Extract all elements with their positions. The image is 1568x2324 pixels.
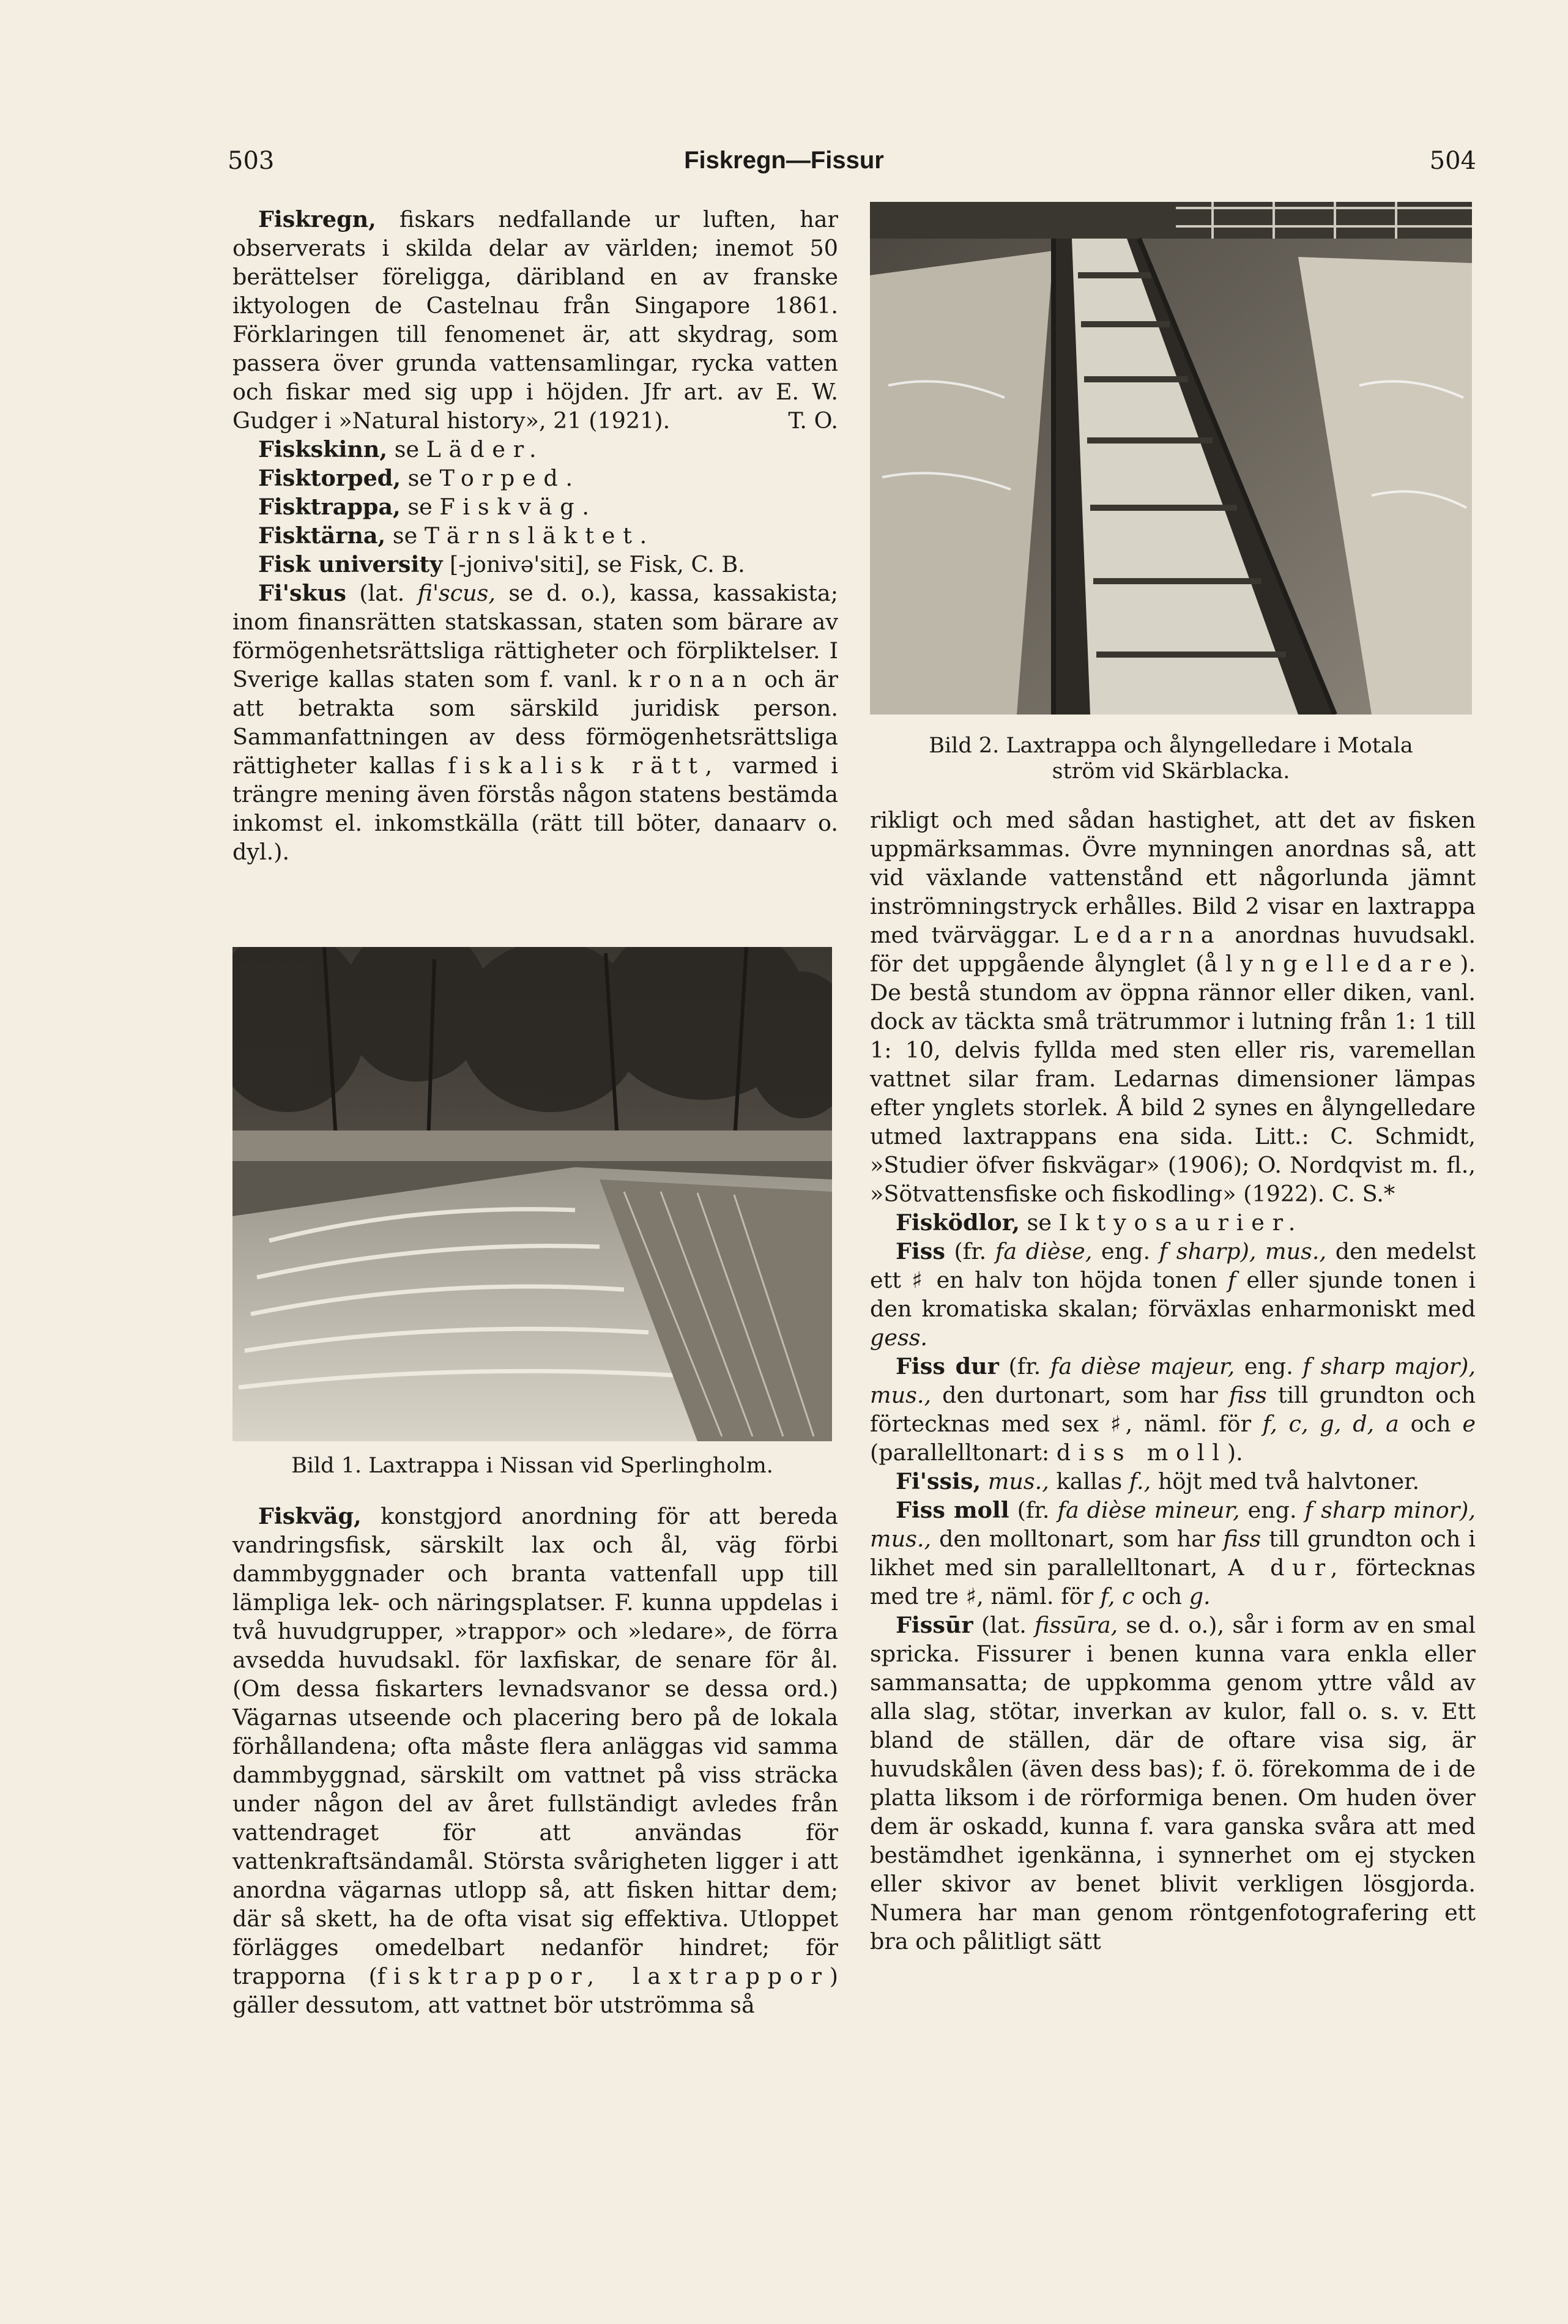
see-label: se (394, 436, 420, 462)
note-name: e (1462, 1411, 1476, 1437)
spaced-term: fiskalisk rätt, (448, 752, 720, 779)
entry-fisktorped (232, 464, 838, 492)
entry-fiskodlor (870, 1208, 1476, 1237)
text: och (1410, 1411, 1451, 1437)
text: den molltonart, som har (939, 1526, 1216, 1552)
latin-term: fissūra, (1035, 1612, 1118, 1638)
text: den medelst ett ♯ en halv ton höjda tonen (870, 1238, 1476, 1293)
text: varmed i trängre mening även förstås någon statens bestämda inkomst el. inkomstkälla (rätt till böter, danaarv o. dyl.). (232, 752, 838, 865)
entry-fiskregn (232, 205, 838, 435)
text: (lat. (981, 1612, 1027, 1638)
entry-head: Fisktorped, (258, 465, 401, 491)
fiskvag-continuation (870, 806, 1476, 1208)
note-name: g. (1189, 1583, 1211, 1609)
foreign-term: fa dièse, (995, 1238, 1093, 1264)
text: (parallelltonart: (870, 1439, 1050, 1466)
entry-fiskskinn (232, 435, 838, 464)
figure-2-caption (870, 733, 1472, 784)
entry-head: Fiskskinn, (258, 436, 388, 462)
entry-head: Fisködlor, (896, 1209, 1020, 1236)
text: ). De bestå stundom av öppna rännor eller diken, vanl. dock av täckta små trätrummor i lutning från 1: 1 till 1: 10, delvis fyllda med sten eller ris, varemellan vattnet silar fram. Ledarnas dimensioner lämpas efter ynglets storlek. Å bild 2 synes en ålyngelledare utmed laxtrappans ena sida. Litt.: C. Schmidt, »Studier öfver fiskvägar» (1906); O. Nordqvist m. fl., »Sötvattensfiske och fiskodling» (1922). (870, 951, 1476, 1207)
entry-fissis (870, 1467, 1476, 1496)
foreign-term: f sharp), mus., (1159, 1238, 1327, 1264)
cross-reference: Tärnsläktet. (424, 522, 655, 549)
note-name: f, c (1100, 1583, 1135, 1609)
spaced-term: diss moll (1056, 1439, 1227, 1466)
latin-term: fi'scus, (417, 580, 496, 606)
page-number-left: 503 (228, 147, 275, 175)
entry-fiss-moll (870, 1496, 1476, 1611)
signature: C. S.* (1331, 1181, 1395, 1207)
caption-line: Bild 2. Laxtrappa och ålyngelledare i Motala (929, 733, 1413, 758)
see-label: se (1027, 1209, 1052, 1236)
left-column-bottom (232, 1502, 838, 2019)
entry-head: Fiss dur (896, 1353, 999, 1379)
entry-fisktarna (232, 521, 838, 550)
signature: T. O. (788, 407, 838, 434)
entry-head: Fisktärna, (258, 522, 386, 549)
salmon-ladder-photo-1 (232, 947, 832, 1441)
entry-fiss (870, 1237, 1476, 1352)
entry-head: Fiss (896, 1238, 945, 1264)
see-label: se (392, 522, 418, 549)
text: eller sjunde tonen i den kromatiska skalan; förväxlas enharmoniskt med (870, 1267, 1476, 1322)
page-number-right: 504 (1429, 147, 1476, 175)
entry-text: fiskars nedfallande ur luften, har observerats i skilda delar av världen; inemot 50 berättelser föreligga, däribland en av franske iktyologen de Castelnau från Singapore 1861. Förklaringen till fenomenet är, att skydrag, som passera över grunda vattensamlingar, rycka vatten och fiskar med sig upp i höjden. Jfr art. av E. W. Gudger i »Natural history», 21 (1921). (232, 206, 839, 434)
see-label: se (407, 494, 433, 520)
text: eng. (1101, 1238, 1151, 1264)
spaced-term: Ledarna (1073, 922, 1222, 948)
text: eng. (1247, 1497, 1297, 1523)
entry-fiskus (232, 579, 838, 866)
entry-head: Fiss moll (896, 1497, 1009, 1523)
text: till grundton och förtecknas med sex ♯, näml. för (870, 1382, 1476, 1437)
cross-reference: Iktyosaurier. (1058, 1209, 1304, 1236)
text: ) gäller dessutom, att vattnet bör utströmma så (232, 1963, 838, 2018)
note-name: f, c, g, d, a (1262, 1411, 1399, 1437)
text: till grundton och i likhet med sin parallelltonart, (870, 1526, 1476, 1581)
foreign-term: mus., (987, 1468, 1049, 1494)
entry-head: Fisk university (258, 551, 443, 577)
caption-line: ström vid Skärblacka. (1052, 759, 1290, 784)
entry-head: Fiskväg, (258, 1503, 362, 1529)
running-title: Fiskregn—Fissur (684, 147, 884, 174)
entry-head: Fi'skus (258, 580, 346, 606)
entry-fiss-dur (870, 1352, 1476, 1467)
text: och (1142, 1583, 1183, 1609)
entry-fiskvag (232, 1502, 838, 2019)
see-label: se (407, 465, 433, 491)
text: den durtonart, som har (942, 1382, 1218, 1408)
text: höjt med två halvtoner. (1157, 1468, 1420, 1494)
note-name: fiss (1228, 1382, 1267, 1408)
entry-text: [-jonivə'siti], se Fisk, C. B. (450, 551, 745, 577)
foreign-term: fa dièse majeur, (1050, 1353, 1235, 1379)
figure-2-photo (870, 202, 1472, 715)
entry-head: Fissūr (896, 1612, 973, 1638)
entry-head: Fiskregn, (258, 206, 376, 232)
text: se d. o.), sår i form av en smal spricka. Fissurer i benen kunna vara enkla eller sammansatta; de uppkomma genom yttre våld av alla slag, stötar, inverkan av kulor, fall o. s. v. Ett bland de ställen, där de oftare visa sig, är huvudskålen (även dess bas); f. ö. förekomma de i de platta liksom i de rörformiga benen. Om huden över dem är oskadd, kunna f. vara ganska svåra att med bestämdhet igenkänna, i synnerhet om ej stycken eller skivor av benet blivit verkligen lösgjorda. Numera har man genom röntgenfotografering ett bra och pålitligt sätt (870, 1612, 1476, 1955)
foreign-term: fa dièse mineur, (1057, 1497, 1240, 1523)
foreign-term: f sharp minor), mus., (870, 1497, 1476, 1552)
text: anordnas huvudsakl. för det uppgående ålynglet ( (870, 922, 1476, 977)
cross-reference: Fiskväg. (439, 494, 597, 520)
text: konstgjord anordning för att bereda vandringsfisk, särskilt lax och ål, väg förbi dammbyggnader och branta vattenfall upp till lämpliga lek- och näringsplatser. F. kunna uppdelas i två huvudgrupper, »trappor» och »ledare», de förra avsedda huvudsakl. för laxfiskar, de senare för ål. (Om dessa fiskarters levnadsvanor se dessa ord.) Vägarnas utseende och placering bero på de lokala förhållandena; ofta måste flera anläggas vid samma dammbyggnad, särskilt om vattnet på viss sträcka under någon del av året fullständigt avledes från vattendraget för att användas för vattenkraftsändamål. Största svårigheten ligger i att anordna vägarnas utlopp så, att fisken hittar dem; där så skett, ha de ofta visat sig effektiva. Utloppet förlägges omedelbart nedanför hindret; för trapporna ( (232, 1503, 838, 1989)
figure-1-photo (232, 947, 832, 1441)
entry-fisk-university (232, 550, 838, 579)
text: och är att betrakta som särskild juridisk person. Sammanfattningen av dess förmögenhetsrättsliga rättigheter kallas (232, 666, 838, 779)
figure-1-caption: Bild 1. Laxtrappa i Nissan vid Sperlingholm. (291, 1453, 773, 1478)
note-name: gess. (870, 1324, 928, 1351)
text: se d. o.), kassa, kassakista; inom finansrätten statskassan, staten som bärare av förmögenhetsrättsliga rättigheter och förpliktelser. I Sverige kallas staten som f. vanl. (232, 580, 838, 692)
entry-head: Fisktrappa, (258, 494, 401, 520)
spaced-term: ålyngelledare (1204, 951, 1460, 977)
spaced-term: fisktrappor, laxtrappor (377, 1963, 830, 1989)
spaced-term: A dur, (1228, 1554, 1346, 1581)
foreign-term: f sharp major), mus., (870, 1353, 1476, 1408)
text: ). (1227, 1439, 1243, 1466)
cross-reference: Läder. (426, 436, 544, 462)
entry-fisktrappa (232, 492, 838, 521)
note-name: f., (1129, 1468, 1151, 1494)
spaced-term: kronan (628, 666, 755, 692)
text: (fr. (954, 1238, 987, 1264)
cross-reference: Torped. (439, 465, 581, 491)
text: (fr. (1008, 1353, 1041, 1379)
text: förtecknas med tre ♯, näml. för (870, 1554, 1476, 1609)
text: (lat. (359, 580, 405, 606)
note-name: fiss (1223, 1526, 1261, 1552)
entry-fissur (870, 1611, 1476, 1956)
right-column (870, 806, 1476, 1956)
note-name: f (1227, 1267, 1236, 1293)
text: rikligt och med sådan hastighet, att det av fisken uppmärksammas. Övre mynningen anordnas så, att vid växlande vattenstånd ett någorlunda jämnt inströmningstryck erhålles. Bild 2 visar en laxtrappa med tvärväggar. (870, 807, 1476, 948)
text: kallas (1056, 1468, 1123, 1494)
text: (fr. (1017, 1497, 1050, 1523)
left-column-top (232, 205, 838, 866)
salmon-ladder-photo-2 (870, 202, 1472, 715)
entry-head: Fi'ssis, (896, 1468, 981, 1494)
text: eng. (1244, 1353, 1293, 1379)
